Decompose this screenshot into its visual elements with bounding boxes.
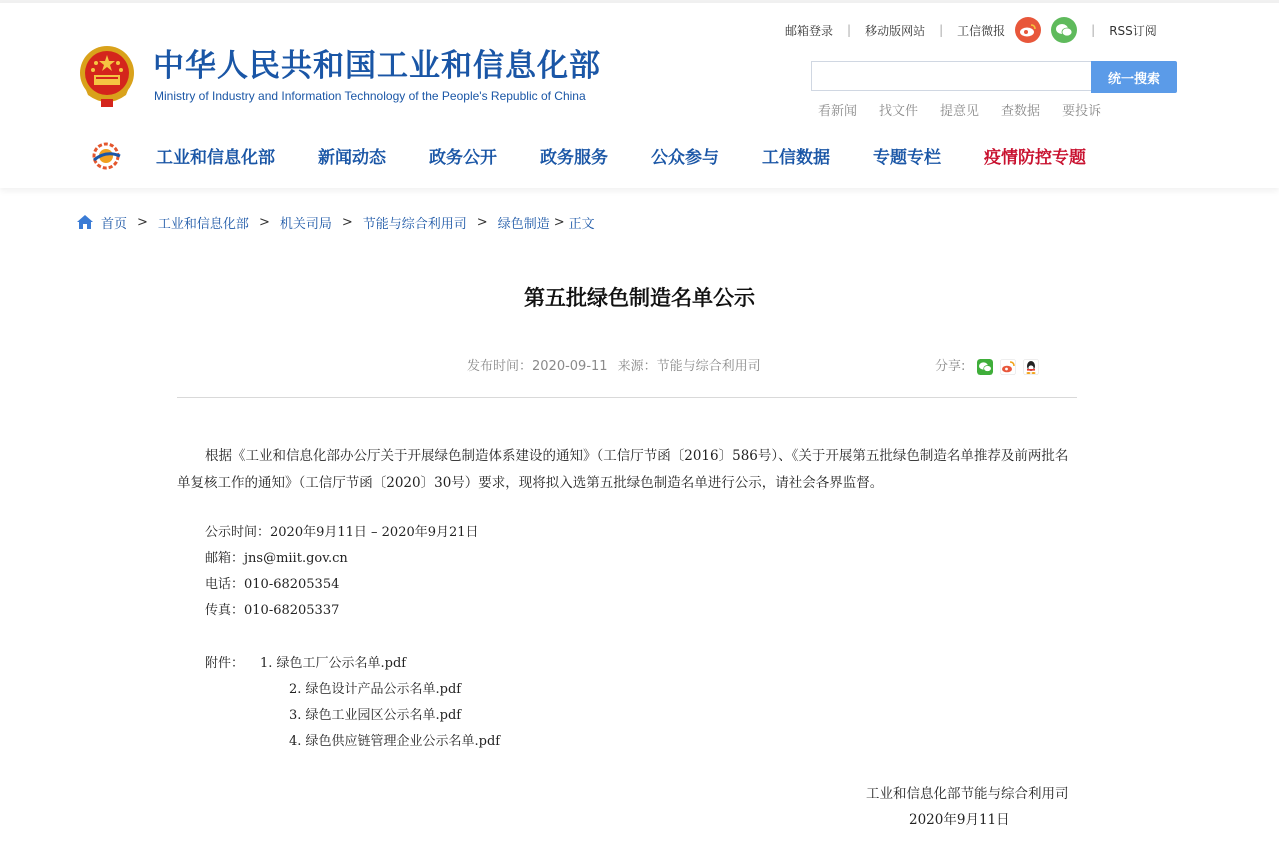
publish-date: 发布时间：2020-09-11 xyxy=(467,359,608,374)
top-links xyxy=(785,18,1157,42)
title-divider xyxy=(177,397,1077,398)
breadcrumb-home[interactable]: 首页 xyxy=(101,216,128,232)
attachment-link[interactable]: 2. 绿色设计产品公示名单.pdf xyxy=(289,682,462,697)
breadcrumb-current: 正文 xyxy=(568,216,595,232)
rss-link[interactable]: RSS订阅 xyxy=(1109,23,1157,38)
nav-logo-icon[interactable] xyxy=(90,142,122,170)
nav-item-miit[interactable]: 工业和信息化部 xyxy=(156,147,275,168)
separator: | xyxy=(939,23,944,37)
quick-links xyxy=(818,100,1123,119)
wechat-icon[interactable] xyxy=(1051,17,1077,43)
wechat-share-icon[interactable] xyxy=(977,359,993,375)
breadcrumb-departments[interactable]: 机关司局 xyxy=(279,216,332,232)
breadcrumb-energy-dept[interactable]: 节能与综合利用司 xyxy=(362,216,467,232)
separator: | xyxy=(1091,23,1096,37)
search-input[interactable] xyxy=(811,61,1091,91)
nav-item-news[interactable]: 新闻动态 xyxy=(318,147,386,168)
nav-item-data[interactable]: 工信数据 xyxy=(762,147,830,168)
article-meta xyxy=(467,357,761,377)
attachment-link[interactable]: 1. 绿色工厂公示名单.pdf xyxy=(260,656,407,671)
contact-phone: 电话：010-68205354 xyxy=(205,577,340,592)
nav-item-topics[interactable]: 专题专栏 xyxy=(873,147,941,168)
quick-link-files[interactable]: 找文件 xyxy=(879,104,919,119)
quick-link-data[interactable]: 查数据 xyxy=(1001,104,1041,119)
quick-link-feedback[interactable]: 提意见 xyxy=(940,104,980,119)
article-title: 第五批绿色制造名单公示 xyxy=(524,286,755,310)
article-body-paragraph: 根据《工业和信息化部办公厅关于开展绿色制造体系建设的通知》（工信厅节函〔2016〕586号）、《关于开展第五批绿色制造名单推荐及前两批名单复核工作的通知》（工信厅节函〔2020〕30号）要求，现将拟入选第五批绿色制造名单进行公示，请社会各界监督。 xyxy=(177,448,1069,491)
national-emblem-icon[interactable] xyxy=(76,43,138,109)
mobile-site-link[interactable]: 移动版网站 xyxy=(865,23,926,38)
notice-period: 公示时间：2020年9月11日 – 2020年9月21日 xyxy=(205,525,479,540)
breadcrumb-separator: > xyxy=(137,214,148,230)
breadcrumb-separator: > xyxy=(553,214,565,230)
main-nav xyxy=(156,138,1129,172)
nav-item-gov-affairs[interactable]: 政务公开 xyxy=(429,147,497,168)
share-bar xyxy=(935,357,1039,377)
attachment-link[interactable]: 4. 绿色供应链管理企业公示名单.pdf xyxy=(289,734,501,749)
search-button[interactable]: 统一搜索 xyxy=(1091,61,1177,93)
separator: | xyxy=(847,23,852,37)
breadcrumb-separator: > xyxy=(341,214,353,230)
breadcrumb-separator: > xyxy=(258,214,270,230)
site-title[interactable]: 中华人民共和国工业和信息化部 xyxy=(153,48,601,84)
weibo-icon[interactable] xyxy=(1015,17,1041,43)
nav-item-epidemic[interactable]: 疫情防控专题 xyxy=(984,147,1086,168)
signature-org: 工业和信息化部节能与综合利用司 xyxy=(866,786,1069,802)
signature-date: 2020年9月11日 xyxy=(909,812,1010,828)
site-title-english[interactable]: Ministry of Industry and Information Technology of the People's Republic of China xyxy=(154,89,586,103)
nav-item-participation[interactable]: 公众参与 xyxy=(651,147,719,168)
weibo-share-icon[interactable] xyxy=(1000,359,1016,375)
breadcrumb-green-manufacturing[interactable]: 绿色制造 xyxy=(497,216,550,232)
contact-email: 邮箱：jns@miit.gov.cn xyxy=(205,551,348,566)
miit-weibao-link[interactable]: 工信微报 xyxy=(957,23,1006,38)
quick-link-news[interactable]: 看新闻 xyxy=(818,104,858,119)
contact-fax: 传真：010-68205337 xyxy=(205,603,340,618)
article-source: 来源：节能与综合利用司 xyxy=(617,359,761,374)
attachments-label: 附件： xyxy=(205,656,245,671)
breadcrumb xyxy=(77,212,595,232)
nav-item-services[interactable]: 政务服务 xyxy=(540,147,608,168)
home-icon[interactable] xyxy=(77,215,93,229)
breadcrumb-separator: > xyxy=(476,214,488,230)
share-label: 分享: xyxy=(935,359,966,374)
breadcrumb-miit[interactable]: 工业和信息化部 xyxy=(157,216,249,232)
mail-login-link[interactable]: 邮箱登录 xyxy=(785,23,834,38)
qq-share-icon[interactable] xyxy=(1023,359,1039,375)
attachment-link[interactable]: 3. 绿色工业园区公示名单.pdf xyxy=(289,708,462,723)
quick-link-complaint[interactable]: 要投诉 xyxy=(1062,104,1102,119)
